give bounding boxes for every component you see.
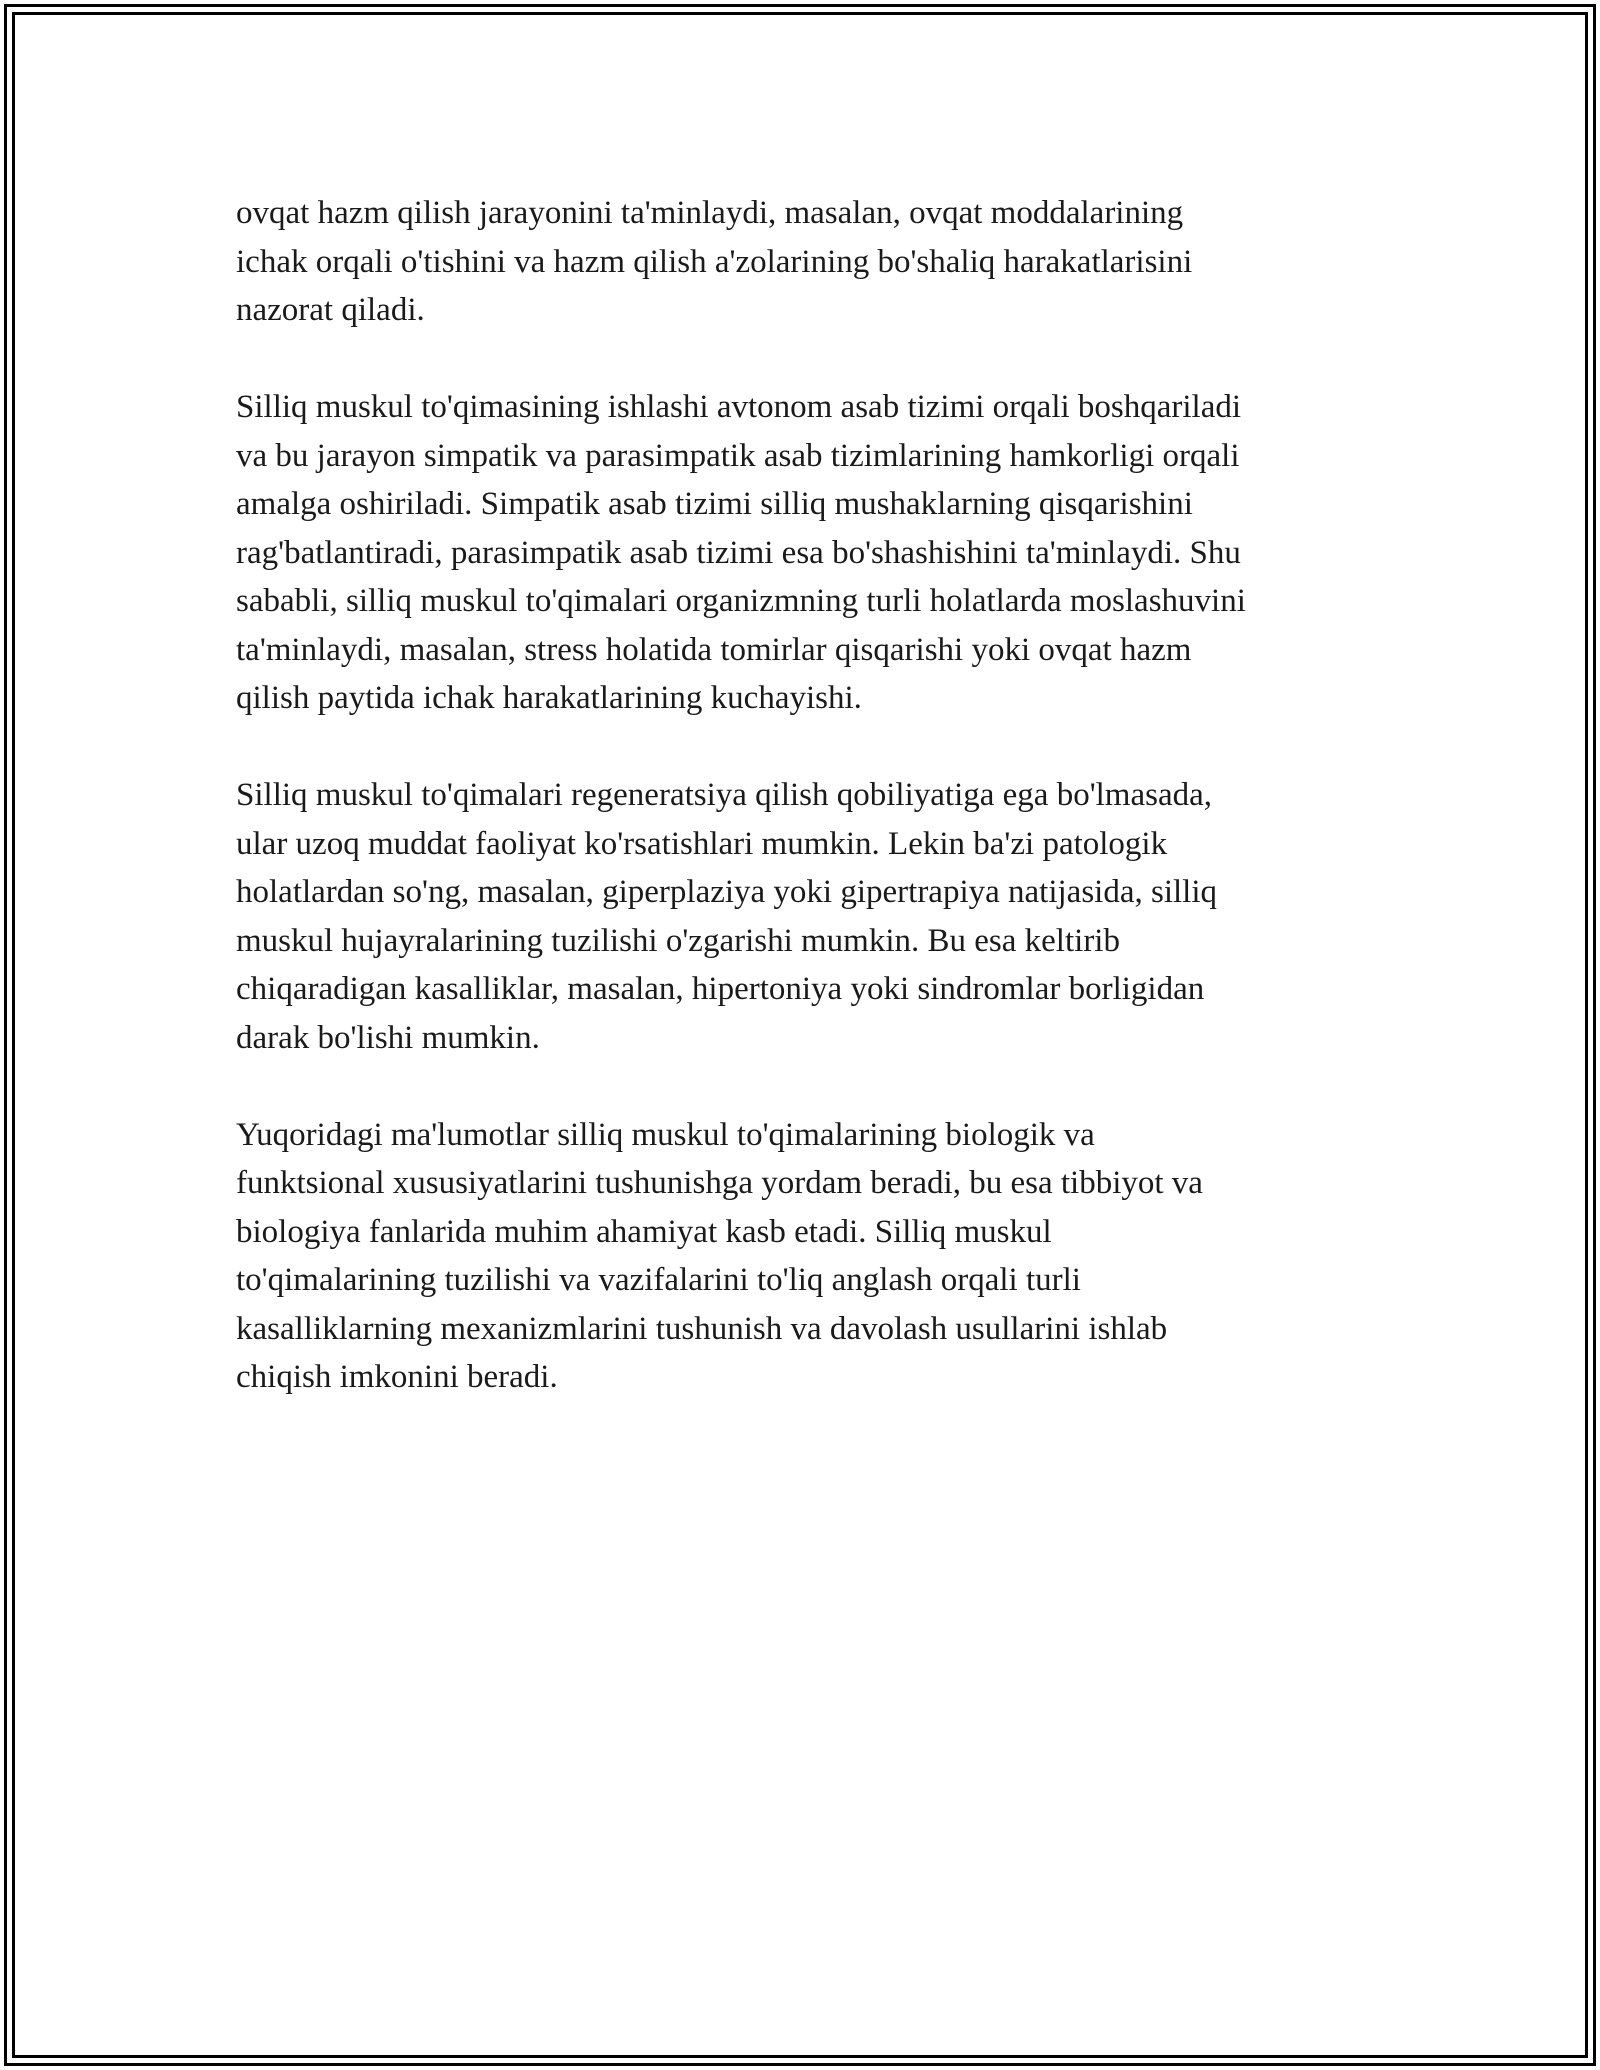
paragraph: ovqat hazm qilish jarayonini ta'minlaydi, masalan, ovqat moddalarining ichak orqali o'tishini va hazm qilish a'zolarining bo'shaliq harakatlarisini nazorat qiladi. [236,195,1193,328]
paragraph: Yuqoridagi ma'lumotlar silliq muskul to'qimalarining biologik va funktsional xususiyatlarini tushunishga yordam beradi, bu esa tibbiyot va biologiya fanlarida muhim ahamiyat kasb etadi. Silliq muskul to'qimalarining tuzilishi va vazifalarini to'liq anglash orqali turli kasalliklarning mexanizmlarini tushunish va davolash usullarini ishlab chiqish imkonini beradi. [236,1116,1203,1395]
paragraph: Silliq muskul to'qimasining ishlashi avtonom asab tizimi orqali boshqariladi va bu jarayon simpatik va parasimpatik asab tizimlarining hamkorligi orqali amalga oshiriladi. Simpatik asab tizimi silliq mushaklarning qisqarishini rag'batlantiradi, parasimpatik asab tizimi esa bo'shashishini ta'minlaydi. Shu sababli, silliq muskul to'qimalari organizmning turli holatlarda moslashuvini ta'minlaydi, masalan, stress holatida tomirlar qisqarishi yoki ovqat hazm qilish paytida ichak harakatlarining kuchayishi. [236,389,1246,716]
document-body [236,189,1396,1450]
paragraph: Silliq muskul to'qimalari regeneratsiya qilish qobiliyatiga ega bo'lmasada, ular uzoq muddat faoliyat ko'rsatishlari mumkin. Lekin ba'zi patologik holatlardan so'ng, masalan, giperplaziya yoki gipertrapiya natijasida, silliq muskul hujayralarining tuzilishi o'zgarishi mumkin. Bu esa keltirib chiqaradigan kasalliklar, masalan, hipertoniya yoki sindromlar borligidan darak bo'lishi mumkin. [236,777,1217,1056]
